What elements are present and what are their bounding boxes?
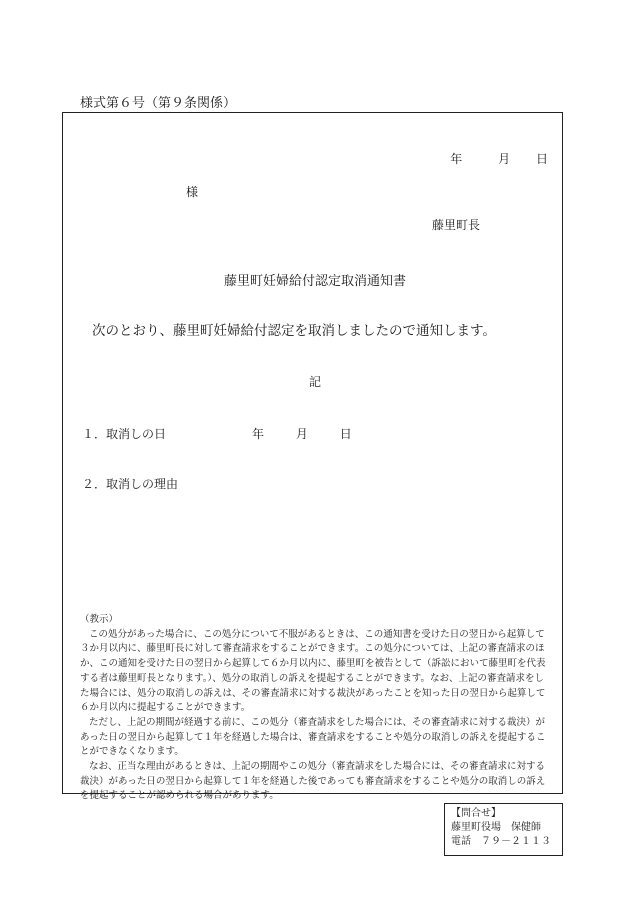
issuer-name: 藤里町長 xyxy=(432,218,481,232)
notice-paragraph: ただし、上記の期間が経過する前に、この処分（審査請求をした場合には、その審査請求に対する裁決）があった日の翌日から起算して１年を経過した場合は、審査請求をすることや処分の取消しの訴えを提起することができなくなります。 xyxy=(80,716,546,758)
date-year-label: 年 xyxy=(450,152,463,166)
date-month-label: 月 xyxy=(498,152,511,166)
contact-office: 藤里町役場 保健師 xyxy=(451,822,541,833)
document-title: 藤里町妊婦給付認定取消通知書 xyxy=(223,274,406,289)
item-cancel-reason-label: ２．取消しの理由 xyxy=(82,477,179,491)
contact-heading: 【問合せ】 xyxy=(451,808,501,819)
notice-paragraph: この処分があった場合に、この処分について不服があるときは、この通知書を受けた日の翌日から起算して３か月以内に、藤里町長に対して審査請求をすることができます。この処分については、上記の審査請求のほか、この通知を受けた日の翌日から起算して６か月以内に、藤里町を被告として（訴訟において藤里町を代表する者は藤里町長となります。）、処分の取消しの訴えを提起することができます。なお、上記の審査請求をした場合には、処分の取消しの訴えは、その審査請求に対する裁決があったことを知った日の翌日から起算して６か月以内に提起することができます。 xyxy=(80,628,546,714)
cancel-year-label: 年 xyxy=(252,427,265,441)
item-cancel-date-fields xyxy=(252,425,352,442)
issue-date-line xyxy=(450,150,548,167)
form-number-label: 様式第６号（第９条関係） xyxy=(80,96,237,111)
appeal-notice xyxy=(80,613,553,804)
contact-box xyxy=(444,803,563,856)
date-day-label: 日 xyxy=(535,152,548,166)
cancel-month-label: 月 xyxy=(295,427,308,441)
recipient-honorific: 様 xyxy=(186,185,199,199)
item-cancel-date-label: １．取消しの日 xyxy=(82,427,167,441)
cancel-day-label: 日 xyxy=(339,427,352,441)
ki-heading: 記 xyxy=(308,375,321,389)
notice-paragraph: なお、正当な理由があるときは、上記の期間やこの処分（審査請求をした場合には、その審査請求に対する裁決）があった日の翌日から起算して１年を経過した後であっても審査請求をすることや処分の取消しの訴えを提起することが認められる場合があります。 xyxy=(80,761,546,802)
contact-phone: 電話 ７９－２１１３ xyxy=(451,836,551,847)
body-statement: 次のとおり、藤里町妊婦給付認定を取消しましたので通知します。 xyxy=(92,323,496,339)
notice-heading: （教示） xyxy=(80,614,119,625)
